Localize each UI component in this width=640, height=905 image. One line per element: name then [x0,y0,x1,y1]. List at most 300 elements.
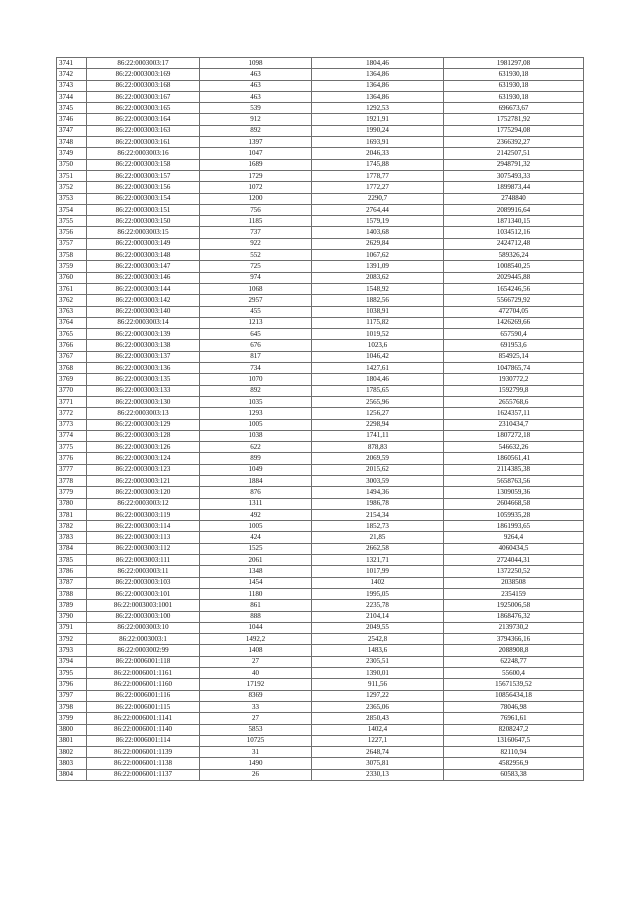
unit-value-cell: 1772,27 [312,182,444,193]
unit-value-cell: 1693,91 [312,137,444,148]
table-row [57,114,584,125]
area-cell: 10725 [200,735,312,746]
area-cell: 645 [200,329,312,340]
row-number-cell: 3768 [57,363,87,374]
cadastral-number-cell: 86:22:0006001:1161 [87,668,200,679]
row-number-cell: 3795 [57,668,87,679]
cadastral-number-cell: 86:22:0003003:148 [87,250,200,261]
row-number-cell: 3804 [57,769,87,780]
unit-value-cell: 2629,84 [312,238,444,249]
row-number-cell: 3756 [57,227,87,238]
cadastral-value-cell: 2142507,51 [444,148,584,159]
cadastral-number-cell: 86:22:0003003:142 [87,295,200,306]
area-cell: 1005 [200,521,312,532]
cadastral-number-cell: 86:22:0003003:15 [87,227,200,238]
row-number-cell: 3790 [57,611,87,622]
table-row [57,216,584,227]
row-number-cell: 3786 [57,566,87,577]
cadastral-value-cell: 76961,61 [444,713,584,724]
table-row [57,645,584,656]
table-row [57,543,584,554]
table-row [57,747,584,758]
cadastral-value-cell: 2748840 [444,193,584,204]
unit-value-cell: 1745,88 [312,159,444,170]
cadastral-number-cell: 86:22:0003003:135 [87,374,200,385]
cadastral-value-cell: 854925,14 [444,351,584,362]
table-row [57,283,584,294]
area-cell: 1180 [200,588,312,599]
cadastral-value-cell: 1047865,74 [444,363,584,374]
row-number-cell: 3774 [57,430,87,441]
cadastral-number-cell: 86:22:0003003:120 [87,487,200,498]
area-cell: 1047 [200,148,312,159]
cadastral-value-cell: 2029445,88 [444,272,584,283]
cadastral-value-cell: 1861993,65 [444,521,584,532]
row-number-cell: 3799 [57,713,87,724]
unit-value-cell: 911,56 [312,679,444,690]
unit-value-cell: 1256,27 [312,408,444,419]
area-cell: 1348 [200,566,312,577]
cadastral-number-cell: 86:22:0006001:1137 [87,769,200,780]
area-cell: 734 [200,363,312,374]
row-number-cell: 3797 [57,690,87,701]
unit-value-cell: 1579,19 [312,216,444,227]
cadastral-value-cell: 1034512,16 [444,227,584,238]
area-cell: 922 [200,238,312,249]
cadastral-value-cell: 62248,77 [444,656,584,667]
cadastral-value-cell: 9264,4 [444,532,584,543]
row-number-cell: 3761 [57,283,87,294]
area-cell: 1038 [200,430,312,441]
row-number-cell: 3781 [57,509,87,520]
unit-value-cell: 1364,86 [312,69,444,80]
row-number-cell: 3763 [57,306,87,317]
cadastral-number-cell: 86:22:0006001:114 [87,735,200,746]
cadastral-value-cell: 1807272,18 [444,430,584,441]
cadastral-number-cell: 86:22:0003003:128 [87,430,200,441]
cadastral-value-cell: 1981297,08 [444,58,584,69]
cadastral-number-cell: 86:22:0003002:99 [87,645,200,656]
cadastral-value-cell: 691953,6 [444,340,584,351]
area-cell: 17192 [200,679,312,690]
unit-value-cell: 1986,78 [312,498,444,509]
unit-value-cell: 1403,68 [312,227,444,238]
cadastral-value-cell: 8208247,2 [444,724,584,735]
table-row [57,566,584,577]
cadastral-number-cell: 86:22:0006001:1141 [87,713,200,724]
area-cell: 27 [200,656,312,667]
table-row [57,713,584,724]
area-cell: 1397 [200,137,312,148]
area-cell: 463 [200,69,312,80]
table-row [57,69,584,80]
cadastral-number-cell: 86:22:0003003:167 [87,91,200,102]
cadastral-value-cell: 15671539,52 [444,679,584,690]
cadastral-value-cell: 2089916,64 [444,204,584,215]
row-number-cell: 3801 [57,735,87,746]
cadastral-number-cell: 86:22:0003003:165 [87,103,200,114]
table-row [57,329,584,340]
area-cell: 1213 [200,317,312,328]
area-cell: 974 [200,272,312,283]
cadastral-number-cell: 86:22:0003003:139 [87,329,200,340]
unit-value-cell: 1017,99 [312,566,444,577]
cadastral-value-cell: 2604668,58 [444,498,584,509]
area-cell: 1454 [200,577,312,588]
table-row [57,611,584,622]
table-row [57,295,584,306]
cadastral-number-cell: 86:22:0003003:114 [87,521,200,532]
area-cell: 552 [200,250,312,261]
row-number-cell: 3767 [57,351,87,362]
cadastral-number-cell: 86:22:0003003:1001 [87,600,200,611]
unit-value-cell: 1778,77 [312,170,444,181]
unit-value-cell: 1321,71 [312,555,444,566]
row-number-cell: 3785 [57,555,87,566]
unit-value-cell: 1995,05 [312,588,444,599]
row-number-cell: 3741 [57,58,87,69]
row-number-cell: 3766 [57,340,87,351]
area-cell: 1005 [200,419,312,430]
row-number-cell: 3770 [57,385,87,396]
table-row [57,453,584,464]
unit-value-cell: 2662,58 [312,543,444,554]
unit-value-cell: 1483,6 [312,645,444,656]
table-row [57,261,584,272]
area-cell: 2061 [200,555,312,566]
cadastral-number-cell: 86:22:0006001:1138 [87,758,200,769]
cadastral-number-cell: 86:22:0003003:161 [87,137,200,148]
area-cell: 1035 [200,396,312,407]
cadastral-number-cell: 86:22:0003003:103 [87,577,200,588]
row-number-cell: 3747 [57,125,87,136]
unit-value-cell: 1990,24 [312,125,444,136]
row-number-cell: 3793 [57,645,87,656]
cadastral-value-cell: 1624357,11 [444,408,584,419]
row-number-cell: 3780 [57,498,87,509]
cadastral-value-cell: 2114385,38 [444,464,584,475]
table-row [57,340,584,351]
area-cell: 1689 [200,159,312,170]
cadastral-number-cell: 86:22:0003003:10 [87,622,200,633]
row-number-cell: 3779 [57,487,87,498]
cadastral-number-cell: 86:22:0003003:123 [87,464,200,475]
unit-value-cell: 2235,78 [312,600,444,611]
cadastral-value-cell: 1752781,92 [444,114,584,125]
table-row [57,735,584,746]
row-number-cell: 3769 [57,374,87,385]
area-cell: 899 [200,453,312,464]
table-row [57,555,584,566]
table-row [57,80,584,91]
table-row [57,363,584,374]
table-row [57,419,584,430]
unit-value-cell: 3003,59 [312,475,444,486]
area-cell: 27 [200,713,312,724]
cadastral-number-cell: 86:22:0003003:100 [87,611,200,622]
cadastral-value-cell: 5566729,92 [444,295,584,306]
cadastral-number-cell: 86:22:0003003:111 [87,555,200,566]
table-row [57,724,584,735]
table-row [57,170,584,181]
table-row [57,103,584,114]
table-row [57,317,584,328]
table-body [57,58,584,781]
row-number-cell: 3794 [57,656,87,667]
area-cell: 26 [200,769,312,780]
unit-value-cell: 2046,33 [312,148,444,159]
table-row [57,758,584,769]
area-cell: 892 [200,385,312,396]
unit-value-cell: 1038,91 [312,306,444,317]
cadastral-number-cell: 86:22:0003003:1 [87,634,200,645]
row-number-cell: 3743 [57,80,87,91]
unit-value-cell: 2565,96 [312,396,444,407]
cadastral-number-cell: 86:22:0003003:16 [87,148,200,159]
cadastral-value-cell: 60583,38 [444,769,584,780]
cadastral-number-cell: 86:22:0003003:124 [87,453,200,464]
unit-value-cell: 1548,92 [312,283,444,294]
cadastral-value-cell: 1930772,2 [444,374,584,385]
cadastral-value-cell: 1925006,58 [444,600,584,611]
table-row [57,238,584,249]
table-row [57,125,584,136]
unit-value-cell: 1175,82 [312,317,444,328]
cadastral-value-cell: 546632,26 [444,442,584,453]
cadastral-value-cell: 3075493,33 [444,170,584,181]
cadastral-value-cell: 1860561,41 [444,453,584,464]
cadastral-number-cell: 86:22:0003003:144 [87,283,200,294]
unit-value-cell: 1402 [312,577,444,588]
cadastral-value-cell: 2038508 [444,577,584,588]
row-number-cell: 3759 [57,261,87,272]
cadastral-number-cell: 86:22:0003003:13 [87,408,200,419]
unit-value-cell: 1297,22 [312,690,444,701]
unit-value-cell: 1804,46 [312,374,444,385]
row-number-cell: 3773 [57,419,87,430]
cadastral-value-cell: 1592799,8 [444,385,584,396]
cadastral-value-cell: 2310434,7 [444,419,584,430]
row-number-cell: 3745 [57,103,87,114]
table-row [57,600,584,611]
table-row [57,351,584,362]
cadastral-value-cell: 589326,24 [444,250,584,261]
cadastral-number-cell: 86:22:0003003:150 [87,216,200,227]
cadastral-number-cell: 86:22:0003003:140 [87,306,200,317]
area-cell: 1311 [200,498,312,509]
cadastral-number-cell: 86:22:0003003:168 [87,80,200,91]
area-cell: 463 [200,91,312,102]
unit-value-cell: 1921,91 [312,114,444,125]
cadastral-number-cell: 86:22:0003003:158 [87,159,200,170]
cadastral-number-cell: 86:22:0003003:169 [87,69,200,80]
cadastral-number-cell: 86:22:0003003:133 [87,385,200,396]
cadastral-number-cell: 86:22:0003003:112 [87,543,200,554]
area-cell: 861 [200,600,312,611]
row-number-cell: 3782 [57,521,87,532]
table-row [57,588,584,599]
area-cell: 876 [200,487,312,498]
cadastral-value-cell: 2139730,2 [444,622,584,633]
cadastral-number-cell: 86:22:0003003:137 [87,351,200,362]
unit-value-cell: 1292,53 [312,103,444,114]
table-row [57,148,584,159]
table-row [57,272,584,283]
row-number-cell: 3760 [57,272,87,283]
cadastral-value-cell: 2354159 [444,588,584,599]
table-row [57,430,584,441]
row-number-cell: 3750 [57,159,87,170]
table-row [57,58,584,69]
cadastral-value-cell: 631930,18 [444,69,584,80]
table-row [57,509,584,520]
area-cell: 1072 [200,182,312,193]
cadastral-number-cell: 86:22:0003003:14 [87,317,200,328]
unit-value-cell: 1046,42 [312,351,444,362]
cadastral-value-cell: 1654246,56 [444,283,584,294]
table-row [57,227,584,238]
unit-value-cell: 2365,06 [312,701,444,712]
cadastral-number-cell: 86:22:0003003:163 [87,125,200,136]
cadastral-value-cell: 78046,98 [444,701,584,712]
row-number-cell: 3784 [57,543,87,554]
table-row [57,634,584,645]
table-row [57,137,584,148]
table-row [57,250,584,261]
unit-value-cell: 21,85 [312,532,444,543]
table-row [57,91,584,102]
unit-value-cell: 1364,86 [312,80,444,91]
unit-value-cell: 2850,43 [312,713,444,724]
area-cell: 888 [200,611,312,622]
row-number-cell: 3744 [57,91,87,102]
row-number-cell: 3758 [57,250,87,261]
row-number-cell: 3765 [57,329,87,340]
cadastral-value-cell: 55600,4 [444,668,584,679]
unit-value-cell: 1741,11 [312,430,444,441]
unit-value-cell: 2648,74 [312,747,444,758]
cadastral-value-cell: 631930,18 [444,80,584,91]
cadastral-number-cell: 86:22:0003003:12 [87,498,200,509]
cadastral-value-cell: 2724044,31 [444,555,584,566]
table-row [57,204,584,215]
cadastral-value-cell: 657590,4 [444,329,584,340]
area-cell: 8369 [200,690,312,701]
area-cell: 1185 [200,216,312,227]
cadastral-number-cell: 86:22:0006001:1160 [87,679,200,690]
cadastral-value-table [56,57,584,781]
row-number-cell: 3796 [57,679,87,690]
row-number-cell: 3772 [57,408,87,419]
cadastral-number-cell: 86:22:0003003:151 [87,204,200,215]
unit-value-cell: 2083,62 [312,272,444,283]
cadastral-value-cell: 631930,18 [444,91,584,102]
unit-value-cell: 2104,14 [312,611,444,622]
area-cell: 1049 [200,464,312,475]
cadastral-number-cell: 86:22:0003003:147 [87,261,200,272]
area-cell: 5853 [200,724,312,735]
row-number-cell: 3753 [57,193,87,204]
area-cell: 622 [200,442,312,453]
cadastral-number-cell: 86:22:0003003:113 [87,532,200,543]
unit-value-cell: 1882,56 [312,295,444,306]
table-row [57,182,584,193]
row-number-cell: 3748 [57,137,87,148]
row-number-cell: 3778 [57,475,87,486]
unit-value-cell: 1494,36 [312,487,444,498]
table-row [57,690,584,701]
table-row [57,396,584,407]
row-number-cell: 3775 [57,442,87,453]
area-cell: 1490 [200,758,312,769]
cadastral-number-cell: 86:22:0003003:136 [87,363,200,374]
cadastral-value-cell: 13160647,5 [444,735,584,746]
cadastral-value-cell: 10856434,18 [444,690,584,701]
table-row [57,374,584,385]
table-row [57,464,584,475]
row-number-cell: 3777 [57,464,87,475]
row-number-cell: 3742 [57,69,87,80]
cadastral-value-cell: 1372250,52 [444,566,584,577]
area-cell: 1408 [200,645,312,656]
row-number-cell: 3757 [57,238,87,249]
area-cell: 40 [200,668,312,679]
row-number-cell: 3755 [57,216,87,227]
unit-value-cell: 2330,13 [312,769,444,780]
table-row [57,679,584,690]
row-number-cell: 3752 [57,182,87,193]
unit-value-cell: 2290,7 [312,193,444,204]
cadastral-value-cell: 1309059,36 [444,487,584,498]
cadastral-number-cell: 86:22:0003003:138 [87,340,200,351]
table-row [57,532,584,543]
cadastral-value-cell: 1426269,66 [444,317,584,328]
cadastral-number-cell: 86:22:0003003:17 [87,58,200,69]
area-cell: 725 [200,261,312,272]
cadastral-number-cell: 86:22:0003003:164 [87,114,200,125]
row-number-cell: 3803 [57,758,87,769]
table-row [57,521,584,532]
cadastral-number-cell: 86:22:0006001:116 [87,690,200,701]
row-number-cell: 3789 [57,600,87,611]
cadastral-number-cell: 86:22:0003003:130 [87,396,200,407]
unit-value-cell: 1023,6 [312,340,444,351]
unit-value-cell: 878,83 [312,442,444,453]
table-row [57,385,584,396]
cadastral-value-cell: 2424712,48 [444,238,584,249]
cadastral-value-cell: 2366392,27 [444,137,584,148]
unit-value-cell: 1785,65 [312,385,444,396]
unit-value-cell: 1852,73 [312,521,444,532]
area-cell: 817 [200,351,312,362]
unit-value-cell: 1067,62 [312,250,444,261]
cadastral-number-cell: 86:22:0003003:121 [87,475,200,486]
cadastral-value-cell: 1059935,28 [444,509,584,520]
cadastral-number-cell: 86:22:0003003:11 [87,566,200,577]
unit-value-cell: 2069,59 [312,453,444,464]
cadastral-value-cell: 1008540,25 [444,261,584,272]
area-cell: 2957 [200,295,312,306]
row-number-cell: 3798 [57,701,87,712]
table-row [57,475,584,486]
cadastral-number-cell: 86:22:0003003:101 [87,588,200,599]
unit-value-cell: 2305,51 [312,656,444,667]
cadastral-number-cell: 86:22:0003003:157 [87,170,200,181]
row-number-cell: 3802 [57,747,87,758]
row-number-cell: 3792 [57,634,87,645]
cadastral-number-cell: 86:22:0003003:156 [87,182,200,193]
row-number-cell: 3771 [57,396,87,407]
